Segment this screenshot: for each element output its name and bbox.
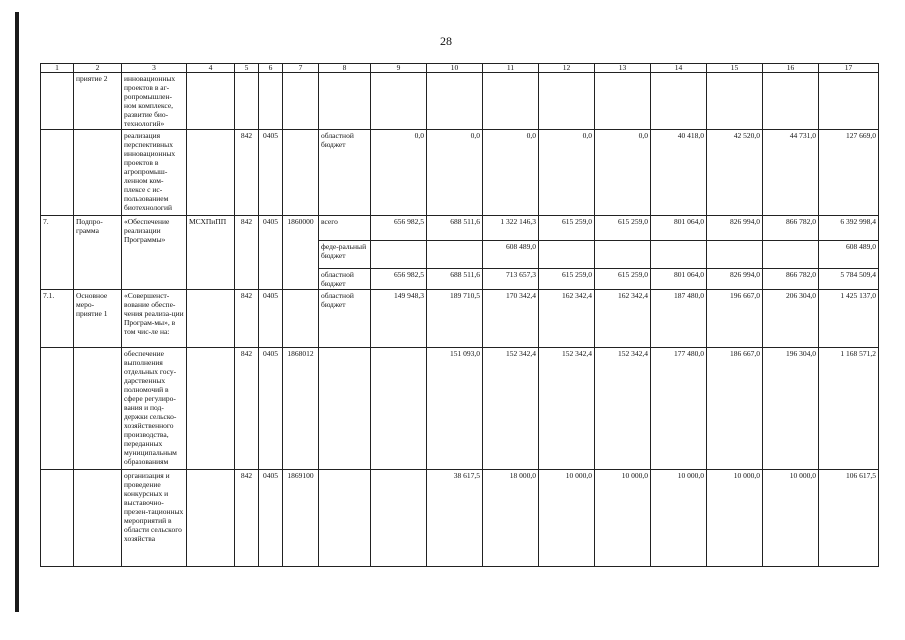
cell: 10 000,0 bbox=[651, 470, 707, 567]
col-header: 3 bbox=[122, 64, 187, 73]
cell: областной бюджет bbox=[319, 269, 371, 290]
table-row bbox=[41, 130, 879, 216]
cell: Подпро-грамма bbox=[74, 216, 122, 290]
cell: 1869100 bbox=[283, 470, 319, 567]
cell: 615 259,0 bbox=[539, 269, 595, 290]
cell: 106 617,5 bbox=[819, 470, 879, 567]
cell: 152 342,4 bbox=[539, 348, 595, 470]
cell bbox=[707, 241, 763, 269]
cell: 0405 bbox=[259, 470, 283, 567]
cell: 10 000,0 bbox=[595, 470, 651, 567]
col-header: 12 bbox=[539, 64, 595, 73]
cell: 1860000 bbox=[283, 216, 319, 290]
col-header: 17 bbox=[819, 64, 879, 73]
cell bbox=[319, 348, 371, 470]
cell: «Обеспечение реализации Программы» bbox=[122, 216, 187, 290]
table-row bbox=[41, 348, 879, 470]
cell: 608 489,0 bbox=[483, 241, 539, 269]
cell bbox=[187, 348, 235, 470]
cell bbox=[74, 348, 122, 470]
cell: 18 000,0 bbox=[483, 470, 539, 567]
cell: 0405 bbox=[259, 348, 283, 470]
cell: 5 784 509,4 bbox=[819, 269, 879, 290]
cell bbox=[319, 73, 371, 130]
cell bbox=[235, 73, 259, 130]
cell: 656 982,5 bbox=[371, 216, 427, 241]
cell: 656 982,5 bbox=[371, 269, 427, 290]
col-header: 11 bbox=[483, 64, 539, 73]
cell: 162 342,4 bbox=[595, 290, 651, 348]
cell bbox=[187, 470, 235, 567]
cell bbox=[371, 348, 427, 470]
cell: 688 511,6 bbox=[427, 216, 483, 241]
col-header: 5 bbox=[235, 64, 259, 73]
cell: 7. bbox=[41, 216, 74, 290]
cell: 0405 bbox=[259, 216, 283, 290]
table-row bbox=[41, 73, 879, 130]
cell: 0,0 bbox=[483, 130, 539, 216]
cell: 187 480,0 bbox=[651, 290, 707, 348]
cell: Основное меро-приятие 1 bbox=[74, 290, 122, 348]
cell bbox=[427, 73, 483, 130]
cell bbox=[539, 73, 595, 130]
cell: областной бюджет bbox=[319, 130, 371, 216]
page-number: 28 bbox=[440, 34, 452, 48]
cell bbox=[763, 241, 819, 269]
cell bbox=[595, 241, 651, 269]
cell: 206 304,0 bbox=[763, 290, 819, 348]
col-header: 1 bbox=[41, 64, 74, 73]
cell bbox=[41, 470, 74, 567]
table-row bbox=[41, 290, 879, 348]
cell: 713 657,3 bbox=[483, 269, 539, 290]
cell bbox=[371, 470, 427, 567]
cell: 10 000,0 bbox=[707, 470, 763, 567]
cell: 0405 bbox=[259, 290, 283, 348]
cell: 615 259,0 bbox=[595, 269, 651, 290]
cell: 10 000,0 bbox=[763, 470, 819, 567]
cell: 615 259,0 bbox=[539, 216, 595, 241]
cell: 801 064,0 bbox=[651, 269, 707, 290]
cell bbox=[707, 73, 763, 130]
cell bbox=[483, 73, 539, 130]
cell: 196 304,0 bbox=[763, 348, 819, 470]
cell: 842 bbox=[235, 348, 259, 470]
cell: 127 669,0 bbox=[819, 130, 879, 216]
cell: 826 994,0 bbox=[707, 216, 763, 241]
cell: 42 520,0 bbox=[707, 130, 763, 216]
cell bbox=[187, 290, 235, 348]
cell: 44 731,0 bbox=[763, 130, 819, 216]
cell: «Совершенст-вование обеспе-чения реализа-ции Програм-мы», в том чис-ле на: bbox=[122, 290, 187, 348]
cell: 1 425 137,0 bbox=[819, 290, 879, 348]
cell: 152 342,4 bbox=[595, 348, 651, 470]
col-header: 8 bbox=[319, 64, 371, 73]
cell: 177 480,0 bbox=[651, 348, 707, 470]
cell bbox=[283, 130, 319, 216]
cell: приятие 2 bbox=[74, 73, 122, 130]
cell: 40 418,0 bbox=[651, 130, 707, 216]
cell: инновационных проектов в аг-ропромышлен-ном комплексе, развитие био-технологий» bbox=[122, 73, 187, 130]
cell: феде-ральный бюджет bbox=[319, 241, 371, 269]
cell: 615 259,0 bbox=[595, 216, 651, 241]
cell: обеспечение выполнения отдельных госу-дарственных полномочий в сфере регулиро-вания и под-держки сельско-хозяйственного производства, переданных муниципальным образованиям bbox=[122, 348, 187, 470]
cell bbox=[819, 73, 879, 130]
cell bbox=[187, 73, 235, 130]
cell bbox=[539, 241, 595, 269]
cell: 1868012 bbox=[283, 348, 319, 470]
cell: 38 617,5 bbox=[427, 470, 483, 567]
cell: 149 948,3 bbox=[371, 290, 427, 348]
col-header: 7 bbox=[283, 64, 319, 73]
cell: 189 710,5 bbox=[427, 290, 483, 348]
cell: 842 bbox=[235, 470, 259, 567]
cell: 842 bbox=[235, 130, 259, 216]
cell: 186 667,0 bbox=[707, 348, 763, 470]
cell: 842 bbox=[235, 216, 259, 290]
col-header: 14 bbox=[651, 64, 707, 73]
cell bbox=[283, 73, 319, 130]
cell bbox=[74, 130, 122, 216]
cell: МСХПиПП bbox=[187, 216, 235, 290]
column-number-row bbox=[41, 64, 879, 73]
scan-edge-bar bbox=[15, 12, 19, 612]
cell bbox=[763, 73, 819, 130]
cell: 170 342,4 bbox=[483, 290, 539, 348]
cell: областной бюджет bbox=[319, 290, 371, 348]
cell: 0,0 bbox=[427, 130, 483, 216]
cell: всего bbox=[319, 216, 371, 241]
cell: 10 000,0 bbox=[539, 470, 595, 567]
cell bbox=[427, 241, 483, 269]
col-header: 9 bbox=[371, 64, 427, 73]
cell bbox=[595, 73, 651, 130]
col-header: 10 bbox=[427, 64, 483, 73]
col-header: 4 bbox=[187, 64, 235, 73]
cell: 0,0 bbox=[539, 130, 595, 216]
budget-table bbox=[40, 63, 879, 567]
cell bbox=[371, 241, 427, 269]
cell: организация и проведение конкурсных и выставочно-презен-тационных мероприятий в области сельского хозяйства bbox=[122, 470, 187, 567]
col-header: 6 bbox=[259, 64, 283, 73]
table-row bbox=[41, 216, 879, 241]
cell: 152 342,4 bbox=[483, 348, 539, 470]
col-header: 2 bbox=[74, 64, 122, 73]
budget-table-container bbox=[40, 63, 879, 567]
cell: 0,0 bbox=[595, 130, 651, 216]
cell bbox=[187, 130, 235, 216]
cell: 0,0 bbox=[371, 130, 427, 216]
cell bbox=[651, 73, 707, 130]
cell bbox=[41, 348, 74, 470]
cell: 688 511,6 bbox=[427, 269, 483, 290]
cell: 1 322 146,3 bbox=[483, 216, 539, 241]
cell: 196 667,0 bbox=[707, 290, 763, 348]
cell bbox=[41, 130, 74, 216]
cell: 801 064,0 bbox=[651, 216, 707, 241]
cell bbox=[651, 241, 707, 269]
cell bbox=[259, 73, 283, 130]
cell: 7.1. bbox=[41, 290, 74, 348]
cell: 608 489,0 bbox=[819, 241, 879, 269]
cell: реализация перспективных инновационных проектов в агропромыш-ленном ком-плексе с ис-пользованием биотехнологий bbox=[122, 130, 187, 216]
cell bbox=[371, 73, 427, 130]
cell bbox=[41, 73, 74, 130]
cell bbox=[74, 470, 122, 567]
cell: 151 093,0 bbox=[427, 348, 483, 470]
col-header: 13 bbox=[595, 64, 651, 73]
col-header: 16 bbox=[763, 64, 819, 73]
cell bbox=[283, 290, 319, 348]
cell: 162 342,4 bbox=[539, 290, 595, 348]
cell: 6 392 998,4 bbox=[819, 216, 879, 241]
cell: 0405 bbox=[259, 130, 283, 216]
cell: 842 bbox=[235, 290, 259, 348]
cell: 866 782,0 bbox=[763, 216, 819, 241]
cell: 826 994,0 bbox=[707, 269, 763, 290]
cell: 866 782,0 bbox=[763, 269, 819, 290]
table-row bbox=[41, 470, 879, 567]
cell: 1 168 571,2 bbox=[819, 348, 879, 470]
cell bbox=[319, 470, 371, 567]
col-header: 15 bbox=[707, 64, 763, 73]
